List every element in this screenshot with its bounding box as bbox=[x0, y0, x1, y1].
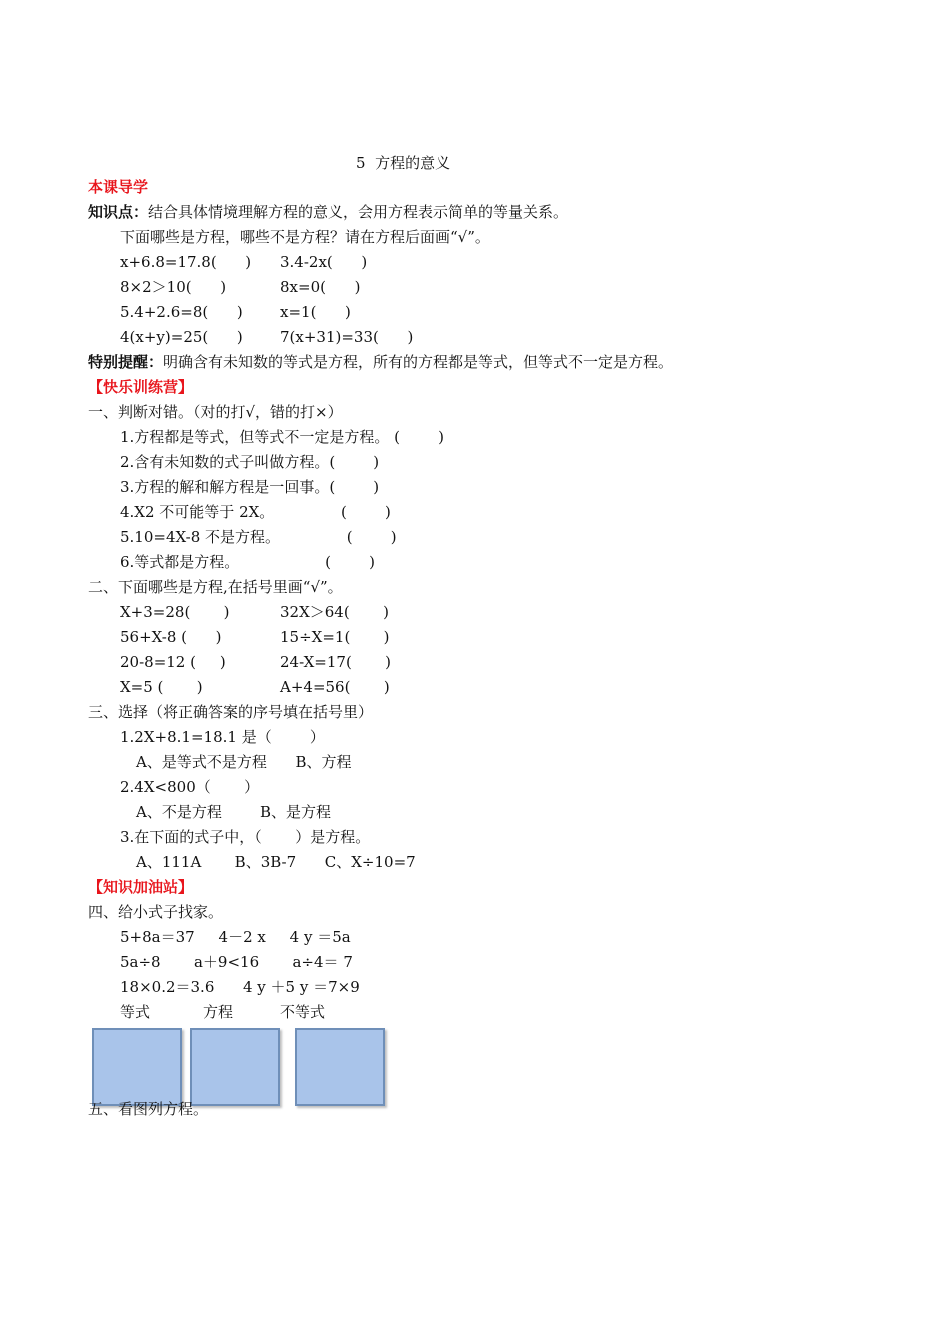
question-2-item: 15÷X=1( ) bbox=[280, 628, 390, 646]
question-1-item: 3.方程的解和解方程是一回事。( ) bbox=[120, 478, 380, 496]
question-1-item: 6.等式都是方程。 ( ) bbox=[120, 553, 375, 571]
guide-item: 3.4-2x( ) bbox=[280, 253, 368, 271]
question-3-title: 三、选择（将正确答案的序号填在括号里） bbox=[88, 703, 374, 721]
question-3-options: A、不是方程 B、是方程 bbox=[136, 803, 332, 821]
question-3-line: 1.2X+8.1=18.1 是（ ） bbox=[120, 728, 325, 746]
question-1-item: 1.方程都是等式，但等式不一定是方程。 ( ) bbox=[120, 428, 444, 446]
guide-item: 4(x+y)=25( ) bbox=[120, 328, 243, 346]
section-heading-guide: 本课导学 bbox=[88, 178, 149, 196]
category-box-inequality bbox=[295, 1028, 385, 1106]
question-2-item: A+4=56( ) bbox=[280, 678, 390, 696]
question-2-item: X=5 ( ) bbox=[120, 678, 203, 696]
guide-item: x=1( ) bbox=[280, 303, 351, 321]
question-5-title: 五、看图列方程。 bbox=[88, 1100, 209, 1118]
question-2-item: 32X＞64( ) bbox=[280, 603, 389, 621]
question-2-item: 56+X-8 ( ) bbox=[120, 628, 222, 646]
question-2-title: 二、下面哪些是方程,在括号里画“√”。 bbox=[88, 578, 343, 596]
guide-item: x+6.8=17.8( ) bbox=[120, 253, 252, 271]
question-2-item: 20-8=12 ( ) bbox=[120, 653, 226, 671]
question-1-item: 4.X2 不可能等于 2X。 ( ) bbox=[120, 503, 391, 521]
special-reminder bbox=[88, 352, 673, 372]
question-4-line: 5+8a＝37 4－2 x 4 y ＝5a bbox=[120, 928, 351, 946]
section-heading-training: 【快乐训练营】 bbox=[88, 378, 194, 396]
knowledge-point bbox=[88, 202, 568, 222]
knowledge-label: 知识点： bbox=[88, 203, 149, 221]
question-1-item: 5.10=4X-8 不是方程。 ( ) bbox=[120, 528, 397, 546]
question-3-options: A、是等式不是方程 B、方程 bbox=[136, 753, 352, 771]
question-4-line: 5a÷8 a＋9<16 a÷4＝ 7 bbox=[120, 953, 353, 971]
question-1-title: 一、判断对错。（对的打√，错的打×） bbox=[88, 403, 343, 421]
question-3-line: 3.在下面的式子中，（ ）是方程。 bbox=[120, 828, 371, 846]
question-2-item: 24-X=17( ) bbox=[280, 653, 392, 671]
guide-item: 7(x+31)=33( ) bbox=[280, 328, 414, 346]
question-4-line: 18×0.2＝3.6 4 y ＋5 y ＝7×9 bbox=[120, 978, 360, 996]
section-heading-station: 【知识加油站】 bbox=[88, 878, 194, 896]
question-2-item: X+3=28( ) bbox=[120, 603, 230, 621]
guide-item: 5.4+2.6=8( ) bbox=[120, 303, 243, 321]
question-3-options: A、111A B、3B-7 C、X÷10=7 bbox=[136, 853, 416, 871]
guide-item: 8x=0( ) bbox=[280, 278, 361, 296]
category-label-equality: 等式 bbox=[120, 1003, 151, 1021]
page-title: 5 方程的意义 bbox=[356, 154, 451, 172]
reminder-text: 明确含有未知数的等式是方程，所有的方程都是等式，但等式不一定是方程。 bbox=[163, 353, 674, 371]
knowledge-text: 结合具体情境理解方程的意义，会用方程表示简单的等量关系。 bbox=[148, 203, 569, 221]
category-label-equation: 方程 bbox=[203, 1003, 234, 1021]
category-box-equation bbox=[190, 1028, 280, 1106]
reminder-label: 特别提醒： bbox=[88, 353, 164, 371]
category-label-inequality: 不等式 bbox=[280, 1003, 326, 1021]
question-3-line: 2.4X<800（ ） bbox=[120, 778, 260, 796]
guide-prompt: 下面哪些是方程，哪些不是方程？请在方程后面画“√”。 bbox=[120, 228, 490, 246]
category-box-equality bbox=[92, 1028, 182, 1106]
question-1-item: 2.含有未知数的式子叫做方程。( ) bbox=[120, 453, 380, 471]
guide-item: 8×2＞10( ) bbox=[120, 278, 227, 296]
question-4-title: 四、给小式子找家。 bbox=[88, 903, 224, 921]
